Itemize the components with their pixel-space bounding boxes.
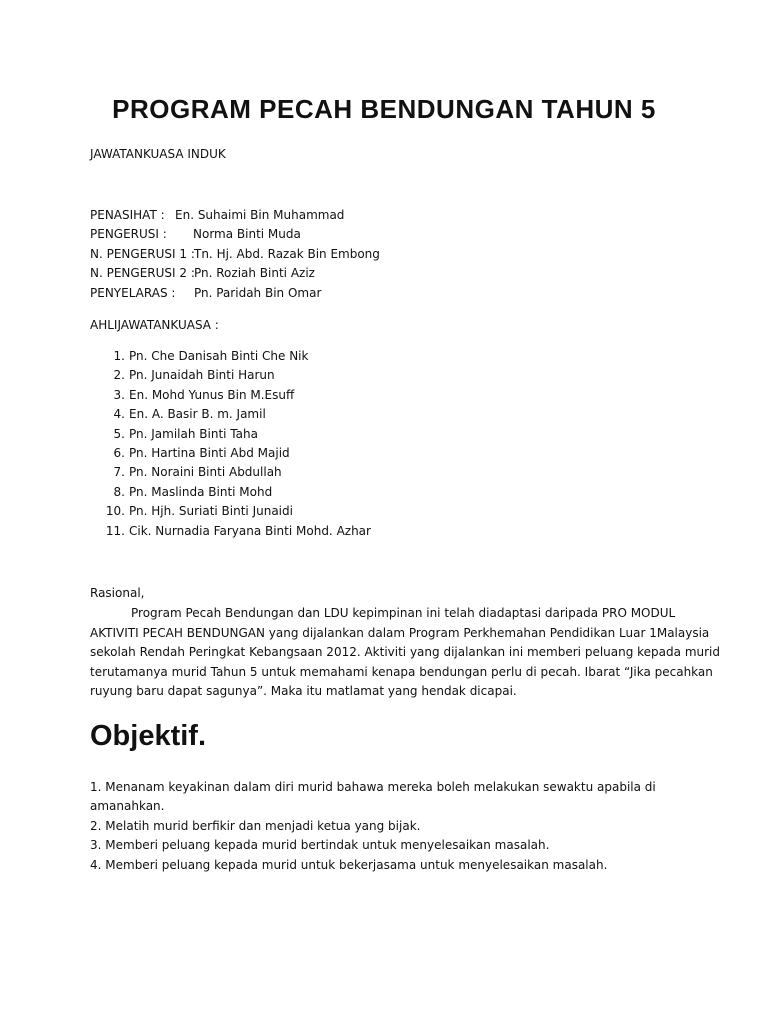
- member-name: Pn. Hjh. Suriati Binti Junaidi: [129, 504, 293, 519]
- list-number: 10.: [105, 504, 125, 519]
- officer-role: PENASIHAT :: [90, 208, 165, 222]
- list-number: 7.: [113, 465, 125, 480]
- paragraph-line: Program Pecah Bendungan dan LDU kepimpinan ini telah diadaptasi daripada PRO MODUL: [131, 606, 676, 620]
- list-number: 5.: [113, 426, 125, 441]
- officer-name: Pn. Paridah Bin Omar: [194, 285, 322, 300]
- document-title: PROGRAM PECAH BENDUNGAN TAHUN 5: [112, 94, 656, 124]
- member-name: Pn. Jamilah Binti Taha: [129, 426, 258, 441]
- list-number: 11.: [105, 523, 125, 538]
- officer-role: N. PENGERUSI 2 :: [90, 266, 195, 281]
- officer-name: En. Suhaimi Bin Muhammad: [175, 208, 345, 222]
- list-number: 4.: [113, 407, 125, 422]
- member-name: Pn. Hartina Binti Abd Majid: [129, 445, 290, 460]
- list-number: 8.: [113, 484, 125, 499]
- committee-label: JAWATANKUASA INDUK: [90, 147, 226, 161]
- list-item: 4. Memberi peluang kepada murid untuk bekerjasama untuk menyelesaikan masalah.: [90, 857, 608, 872]
- officer-name: Norma Binti Muda: [193, 227, 301, 242]
- officer-name: Pn. Roziah Binti Aziz: [194, 266, 315, 281]
- members-label: AHLIJAWATANKUASA :: [90, 318, 219, 332]
- member-name: En. A. Basir B. m. Jamil: [129, 407, 266, 422]
- member-name: Pn. Maslinda Binti Mohd: [129, 484, 273, 499]
- officer-name: Tn. Hj. Abd. Razak Bin Embong: [194, 246, 380, 261]
- officer-role: PENYELARAS :: [90, 285, 176, 300]
- member-name: Pn. Che Danisah Binti Che Nik: [129, 349, 309, 363]
- list-item: 3. Memberi peluang kepada murid bertindak untuk menyelesaikan masalah.: [90, 838, 550, 853]
- rasional-paragraph: [90, 604, 720, 702]
- objective-list: [90, 778, 656, 875]
- paragraph-line: terutamanya murid Tahun 5 untuk memahami kenapa bendungan perlu di pecah. Ibarat “Jika pecahkan: [90, 664, 713, 679]
- list-item: 1. Menanam keyakinan dalam diri murid bahawa mereka boleh melakukan sewaktu apabila di: [90, 780, 656, 794]
- paragraph-line: ruyung baru dapat sagunya”. Maka itu matlamat yang hendak dicapai.: [90, 684, 517, 698]
- list-number: 3.: [113, 387, 125, 402]
- objektif-heading: Objektif.: [90, 720, 207, 752]
- paragraph-line: sekolah Rendah Peringkat Kebangsaan 2012. Aktiviti yang dijalankan ini memberi peluang kepada murid: [90, 645, 720, 659]
- rasional-label: Rasional,: [90, 586, 145, 600]
- list-item: 2. Melatih murid berfikir dan menjadi ketua yang bijak.: [90, 818, 421, 833]
- list-number: 1.: [113, 349, 125, 363]
- member-name: Cik. Nurnadia Faryana Binti Mohd. Azhar: [129, 523, 371, 538]
- list-number: 6.: [113, 445, 125, 460]
- list-item: amanahkan.: [90, 799, 165, 814]
- member-name: Pn. Junaidah Binti Harun: [129, 368, 275, 383]
- member-name: Pn. Noraini Binti Abdullah: [129, 465, 282, 480]
- paragraph-line: AKTIVITI PECAH BENDUNGAN yang dijalankan dalam Program Perkhemahan Pendidikan Luar 1Malaysia: [90, 625, 710, 640]
- member-name: En. Mohd Yunus Bin M.Esuff: [129, 387, 295, 402]
- list-number: 2.: [113, 368, 125, 383]
- officer-role: PENGERUSI :: [90, 227, 167, 242]
- officer-role: N. PENGERUSI 1 :: [90, 246, 195, 261]
